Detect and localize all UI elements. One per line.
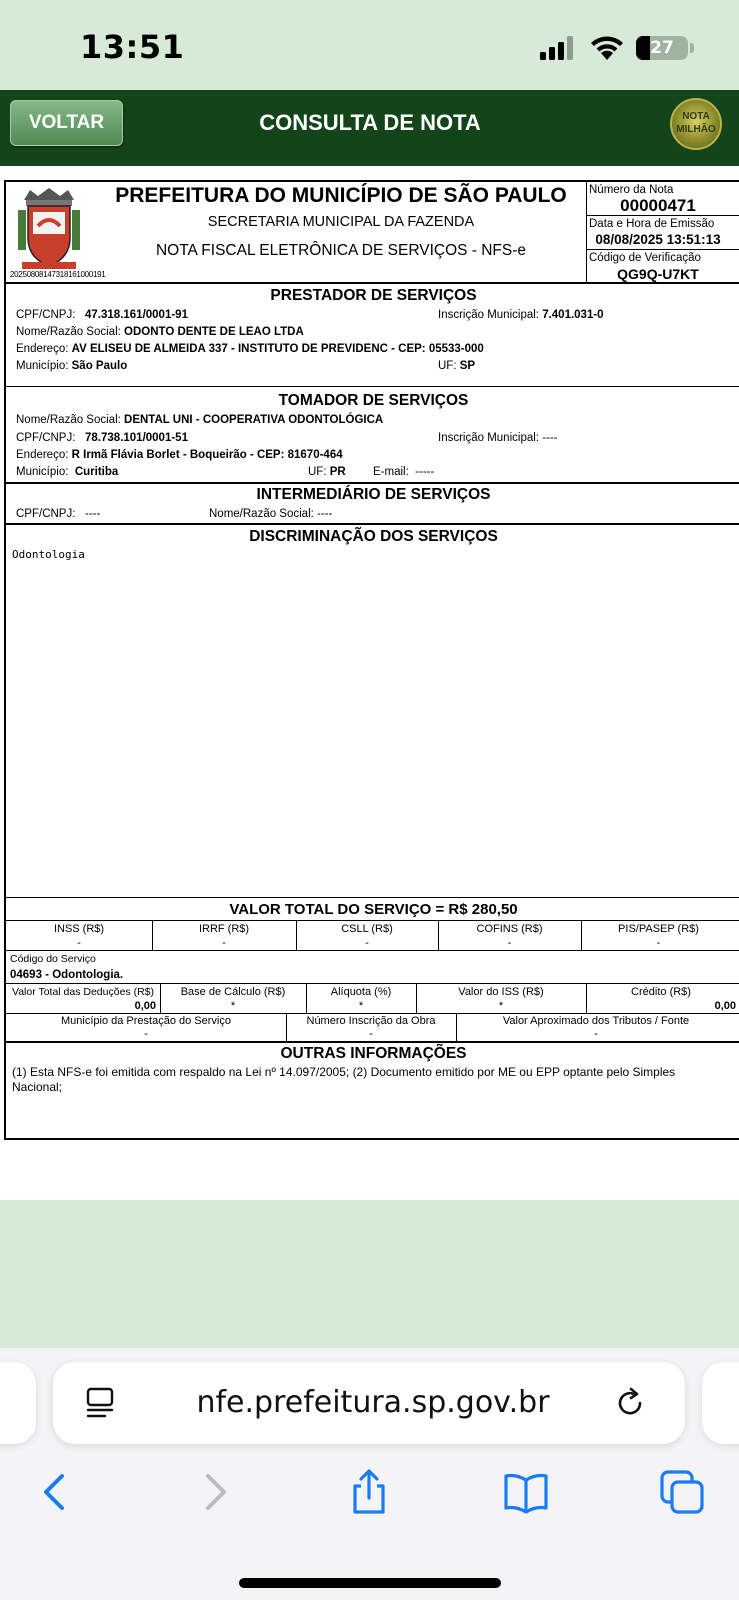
app-header [0,90,739,166]
intermediario-title: INTERMEDIÁRIO DE SERVIÇOS [256,486,491,503]
pis-value: - [656,937,661,949]
status-bar [0,0,739,90]
credito-header: Crédito (R$) [631,986,691,998]
browser-toolbar [0,1348,739,1600]
municipio-prestacao-header: Município da Prestação do Serviço [61,1015,231,1027]
deducoes-header: Valor Total das Deduções (R$) [11,986,155,998]
tomador-nome: DENTAL UNI - COOPERATIVA ODONTOLÓGICA [124,414,384,426]
verificacao-value: QG9Q-U7KT [617,266,699,282]
intermediario-nome: ---- [317,508,333,520]
tomador-endereco: R Irmã Flávia Borlet - Boqueirão - CEP: 81670-464 [71,449,343,461]
valor-iss-value: * [498,1000,504,1012]
nfse-form: 20250808147318161000191 PREFEITURA DO MUNICÍPIO DE SÃO PAULO SECRETARIA MUNICIPAL DA FAZENDA NOTA FISCAL ELETRÔNICA DE SERVIÇOS - NFS-e Número da Nota 00000471 Data e Hora de Emissão 08/08/2025 13:51:13 Código de Verificação QG9Q-U7KT PRESTADOR DE SERVIÇOS CPF/CNPJ: 47.318.161/0001-91 Inscrição Municipal: 7.401.031-0 Nome/Razão Social: ODONTO DENTE DE LEAO LTDA Endereço: AV ELISEU DE ALMEIDA 337 - INSTITUTO DE PREVIDENC - CEP: 05533-000 Município: São Paulo UF: SP TOMADOR DE SERVIÇOS Nome/Razão Social: DENTAL UNI - COOPERATIVA ODONTOLÓGICA CPF/CNPJ: 78.738.101/0001-51 Inscrição Municipal: ---- Endereço: R Irmã Flávia Borlet - Boqueirão - CEP: 81670-464 Município: Curitiba UF: PR E-mail: ----- INTERMEDIÁRIO DE SERVIÇOS CPF/CNPJ: ---- Nome/Razão Social: ---- DISCRIMINAÇÃO DOS SERVIÇOS Odontologia VALOR TOTAL DO SERVIÇO = R$ 280,50 INSS (R$) IRRF (R$) CSLL (R$) COFINS (R$) PIS/PASEP (R$) - - - - - Código do Serviço 04693 - Odontologia. Valor Total das Deduções (R$) Base de Cálculo (R$) Alíquota (%) Valor do ISS (R$) Crédito (R$) 0,00 * * * 0,00 Município da Prestação do Serviço Número Inscrição da Obra Valor Aproximado dos Tributos / Fonte - - - OUTRAS INFORMAÇÕES (1) Esta NFS-e foi emitida com respaldo na Lei nº 14.097/2005; (2) Documento emitido por ME ou EPP optante pelo Simples Nacional; [4,180,739,1140]
aliquota-value: * [358,1000,364,1012]
tomador-uf: PR [329,466,346,478]
codigo-servico: 04693 - Odontologia. [10,969,124,981]
valor-iss-header: Valor do ISS (R$) [458,986,544,998]
valor-total: VALOR TOTAL DO SERVIÇO = R$ 280,50 [229,901,518,918]
prestador-endereco: AV ELISEU DE ALMEIDA 337 - INSTITUTO DE PREVIDENC - CEP: 05533-000 [71,343,484,355]
nota-milhao-logo: NOTA MILHÃO [670,98,722,150]
bookmarks-icon[interactable] [502,1468,550,1516]
page-menu-icon[interactable] [83,1386,117,1420]
valor-aproximado-value: - [594,1028,598,1040]
tomador-im: ---- [542,432,558,444]
prestador-cnpj: 47.318.161/0001-91 [85,309,188,321]
tomador-cnpj: 78.738.101/0001-51 [85,432,188,444]
base-calculo-header: Base de Cálculo (R$) [180,986,286,998]
next-tab-pill[interactable] [702,1362,739,1444]
inscricao-obra-value: - [369,1028,373,1040]
codigo-servico-label: Código do Serviço [10,953,96,965]
status-time: 13:51 [80,28,185,66]
tomador-title: TOMADOR DE SERVIÇOS [278,392,469,409]
inscricao-obra-header: Número Inscrição da Obra [306,1015,436,1027]
back-icon[interactable] [32,1468,80,1516]
prestador-uf: SP [459,360,476,372]
emissao-label: Data e Hora de Emissão [589,218,715,230]
forward-icon[interactable] [190,1468,238,1516]
cofins-header: COFINS (R$) [476,923,543,935]
discriminacao-title: DISCRIMINAÇÃO DOS SERVIÇOS [249,528,498,545]
outras-text-line1: (1) Esta NFS-e foi emitida com respaldo na Lei nº 14.097/2005; (2) Documento emitido por ME ou EPP optante pelo Simples [12,1065,676,1079]
wifi-icon [590,34,624,60]
share-icon[interactable] [345,1468,393,1516]
numero-label: Número da Nota [589,184,674,196]
invoice-document [0,166,739,1200]
prefeitura-title: PREFEITURA DO MUNICÍPIO DE SÃO PAULO [115,184,567,207]
verificacao-label: Código de Verificação [589,252,701,264]
reload-icon[interactable] [613,1386,647,1420]
base-calculo-value: * [230,1000,236,1012]
municipio-prestacao-value: - [144,1028,148,1040]
prestador-nome: ODONTO DENTE DE LEAO LTDA [124,326,304,338]
prestador-municipio: São Paulo [71,360,128,372]
tomador-municipio: Curitiba [74,466,119,478]
battery-level: 27 [650,38,674,58]
aliquota-header: Alíquota (%) [330,986,392,998]
csll-header: CSLL (R$) [341,923,393,935]
back-button[interactable]: VOLTAR [10,100,123,146]
secretaria-subtitle: SECRETARIA MUNICIPAL DA FAZENDA [207,214,475,230]
previous-tab-pill[interactable] [0,1362,36,1444]
prestador-title: PRESTADOR DE SERVIÇOS [270,287,477,304]
inss-value: - [77,937,81,949]
deducoes-value: 0,00 [134,1000,156,1012]
emissao-value: 08/08/2025 13:51:13 [595,232,721,247]
page-title: CONSULTA DE NOTA [259,110,481,135]
irrf-header: IRRF (R$) [198,923,250,935]
home-indicator[interactable] [239,1578,501,1588]
cellular-signal-icon [540,36,576,60]
tabs-icon[interactable] [658,1468,706,1516]
prestador-im: 7.401.031-0 [542,309,604,321]
tomador-email: ----- [415,466,435,478]
cofins-value: - [507,937,512,949]
barcode-number: 20250808147318161000191 [10,270,106,279]
numero-value: 00000471 [620,196,696,215]
address-bar[interactable] [53,1362,685,1444]
valor-aproximado-header: Valor Aproximado dos Tributos / Fonte [502,1015,690,1027]
pis-header: PIS/PASEP (R$) [618,923,699,935]
url-text[interactable]: nfe.prefeitura.sp.gov.br [196,1385,550,1420]
nfse-doc-title: NOTA FISCAL ELETRÔNICA DE SERVIÇOS - NFS-e [155,242,527,259]
outras-text-line2: Nacional; [12,1080,63,1094]
irrf-value: - [222,937,226,949]
inss-header: INSS (R$) [53,923,105,935]
credito-value: 0,00 [714,1000,736,1012]
csll-value: - [365,937,369,949]
outras-title: OUTRAS INFORMAÇÕES [280,1045,467,1062]
battery-icon [636,36,688,60]
discriminacao-text: Odontologia [12,548,85,561]
coat-of-arms-icon [16,186,82,272]
intermediario-cnpj: ---- [85,508,101,520]
